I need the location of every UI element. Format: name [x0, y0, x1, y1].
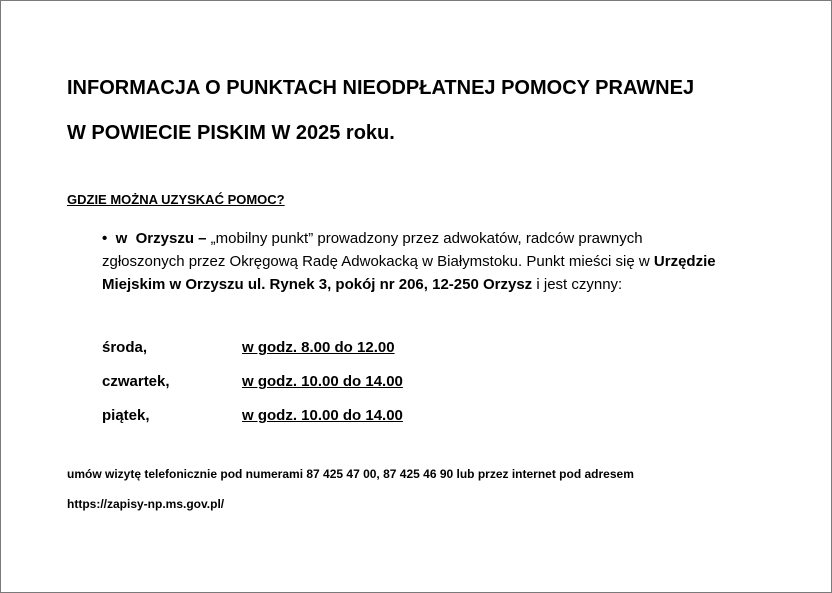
hours-time: w godz. 10.00 do 14.00: [242, 373, 403, 390]
hours-row-wednesday: [102, 339, 395, 356]
footer-phone-line: umów wizytę telefonicznie pod numerami 87 425 47 00, 87 425 46 90 lub przez internet pod adresem: [67, 467, 634, 481]
paragraph-text-3: i jest czynny:: [536, 276, 623, 293]
paragraph-text-2: zgłoszonych przez Okręgową Radę Adwokacką w Białymstoku. Punkt mieści się w: [102, 253, 650, 270]
footer-url-link[interactable]: https://zapisy-np.ms.gov.pl/: [67, 497, 225, 511]
paragraph-line-3: [102, 273, 767, 296]
paragraph-text-1: „mobilny punkt” prowadzony przez adwokatów, radców prawnych: [210, 230, 643, 247]
paragraph-line-2: [102, 250, 767, 273]
hours-row-friday: [102, 407, 403, 424]
hours-time: w godz. 10.00 do 14.00: [242, 407, 403, 424]
hours-day: środa,: [102, 339, 148, 356]
hours-day: piątek,: [102, 407, 150, 424]
dash: –: [198, 230, 207, 247]
hours-day: czwartek,: [102, 373, 170, 390]
paragraph-line-1: [102, 227, 767, 250]
location-name: Orzyszu: [135, 230, 194, 247]
title-line-1: INFORMACJA O PUNKTACH NIEODPŁATNEJ POMOCY PRAWNEJ: [67, 77, 695, 99]
hours-time: w godz. 8.00 do 12.00: [242, 339, 395, 356]
info-paragraph: [102, 227, 767, 296]
hours-row-thursday: [102, 373, 403, 390]
address-bold-b: Miejskim w Orzyszu ul. Rynek 3, pokój nr 206, 12-250 Orzysz: [102, 276, 533, 293]
bullet-icon: •: [102, 230, 108, 247]
prefix-w: w: [115, 230, 128, 247]
address-bold-a: Urzędzie: [653, 253, 716, 270]
title-line-2: W POWIECIE PISKIM W 2025 roku.: [67, 122, 395, 144]
section-heading: GDZIE MOŻNA UZYSKAĆ POMOC?: [67, 192, 285, 207]
